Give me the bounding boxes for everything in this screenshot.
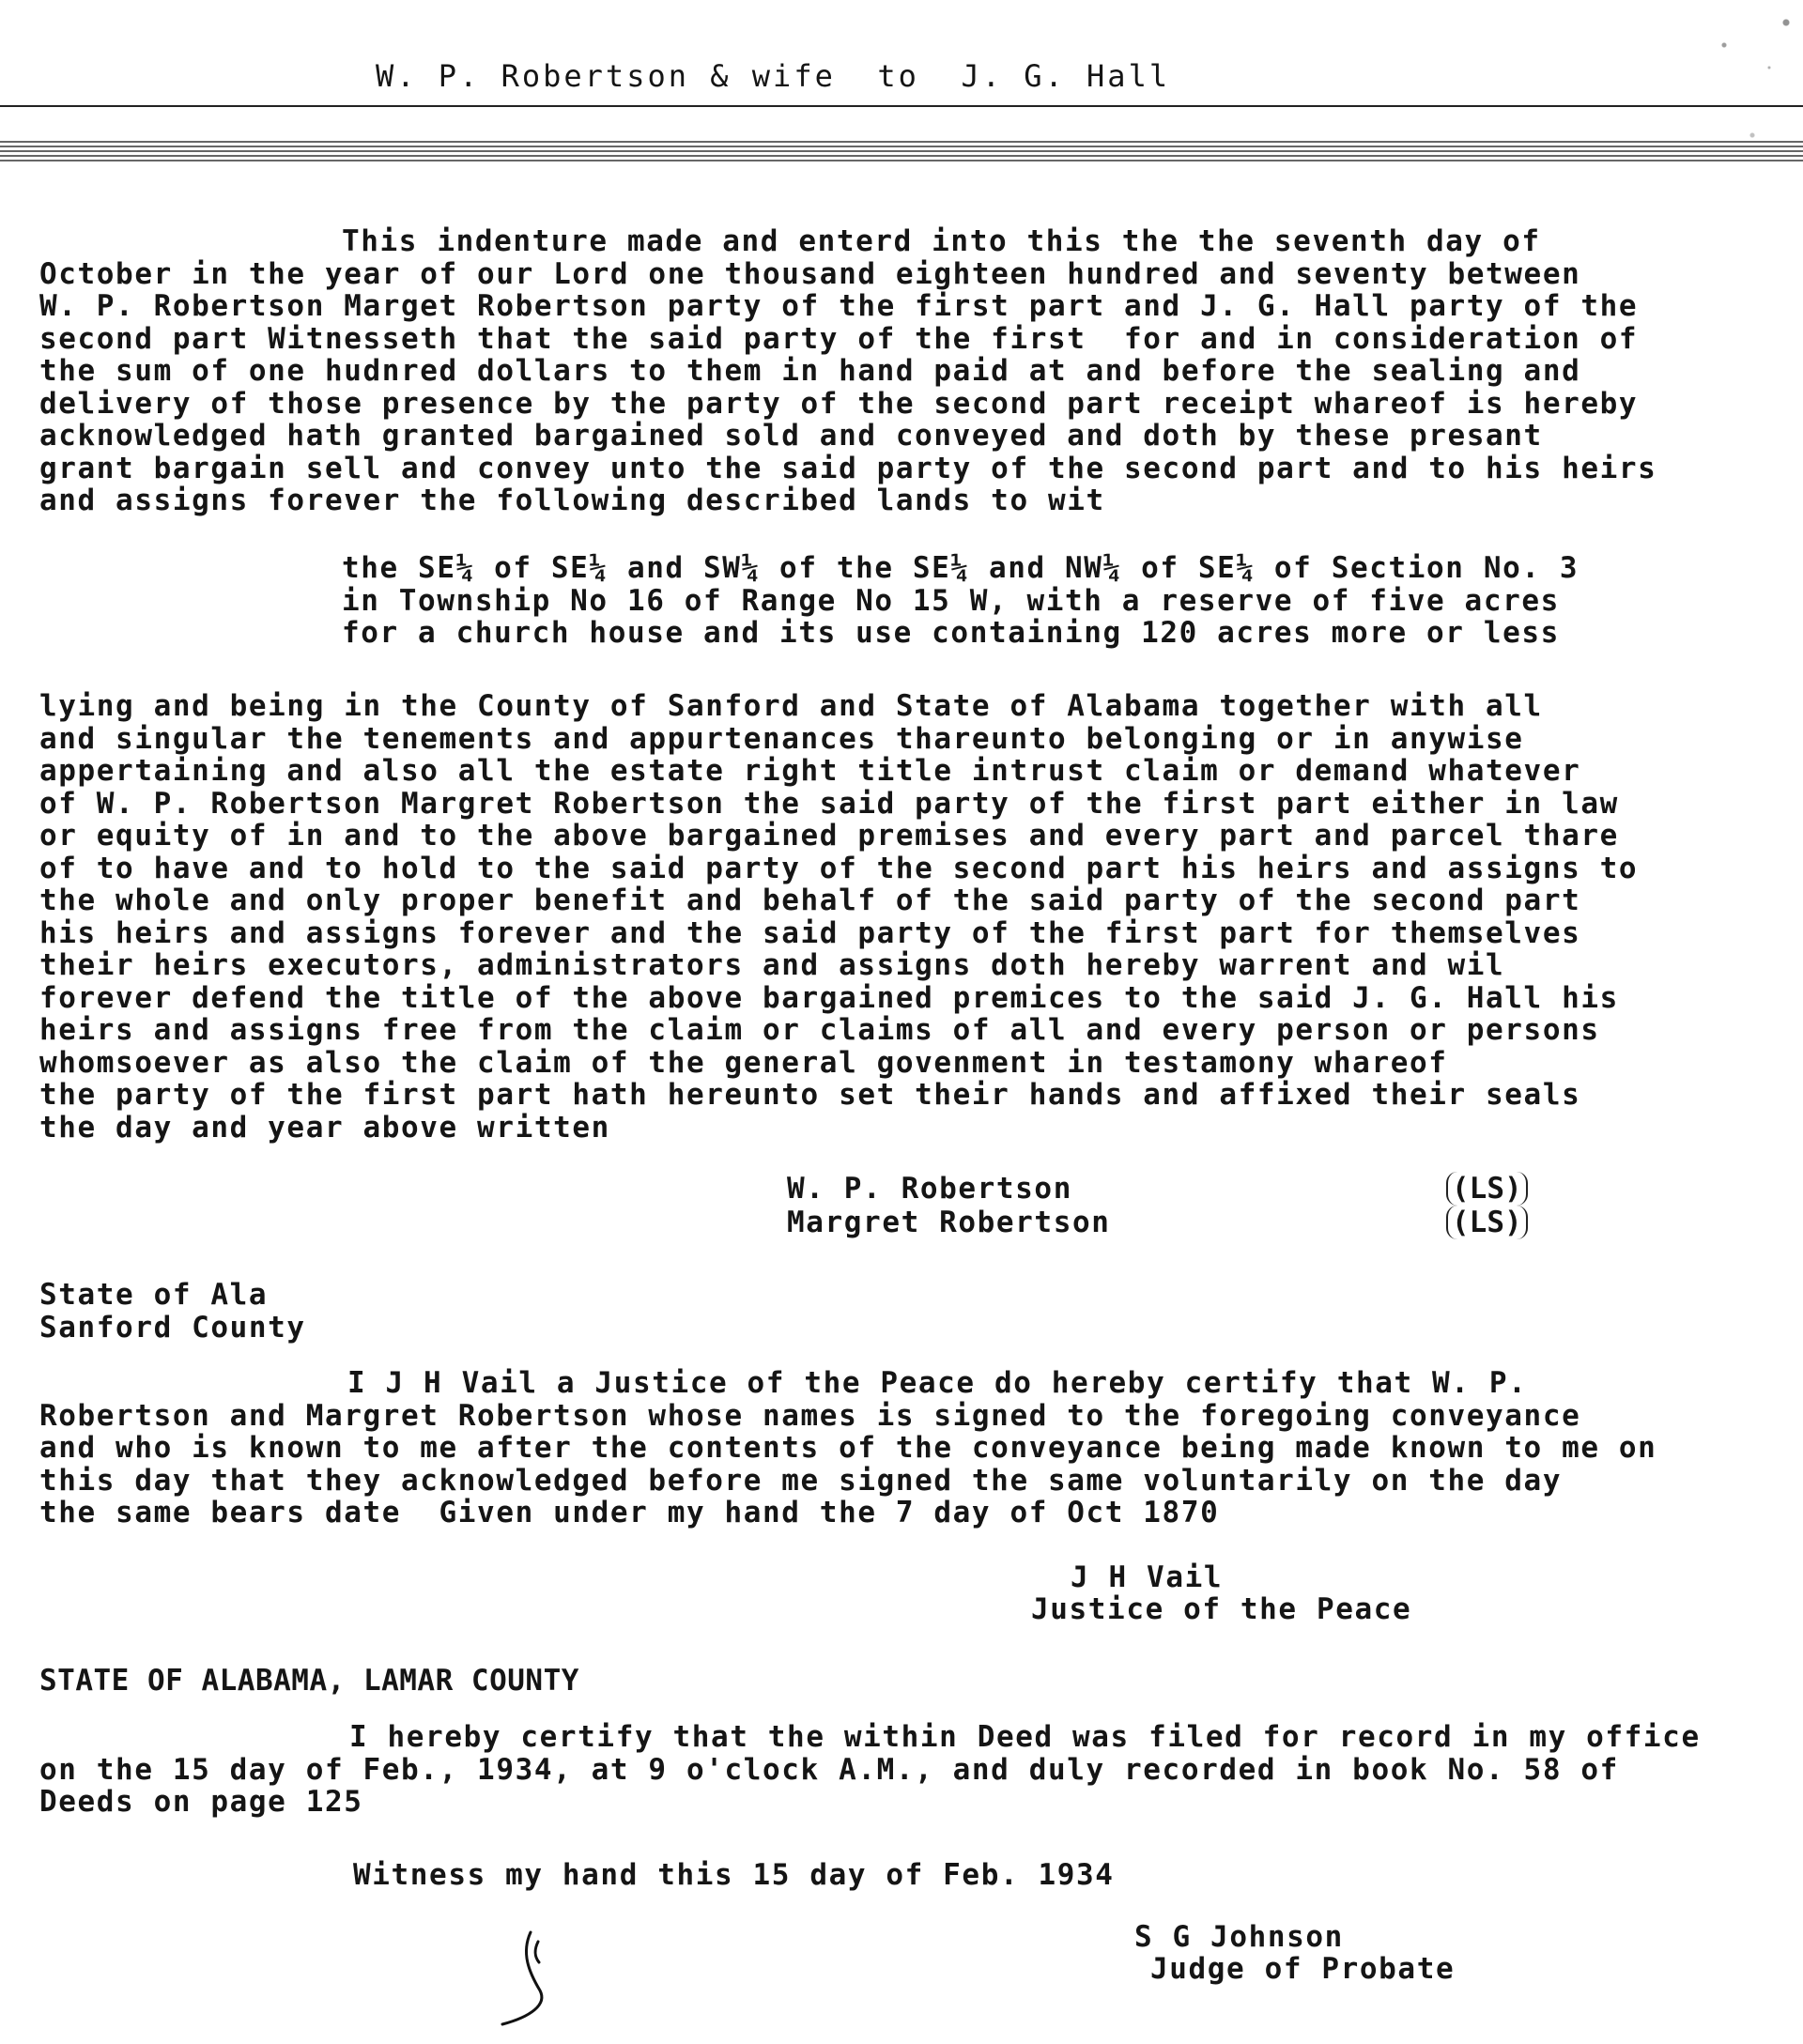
text-line: and assigns forever the following described lands to wit — [39, 484, 1105, 517]
text-line: forever defend the title of the above bargained premices to the said J. G. Hall his — [39, 980, 1619, 1015]
text-line: Deeds on page 125 — [39, 1785, 363, 1819]
header-rule — [0, 105, 1803, 107]
text-line: the sum of one hudnred dollars to them in hand paid at and before the sealing and — [39, 354, 1581, 388]
legal-description — [342, 552, 1803, 650]
text-line: I J H Vail a Justice of the Peace do hereby certify that W. P. — [347, 1366, 1528, 1400]
text-line: appertaining and also all the estate right title intrust claim or demand whatever — [39, 754, 1581, 788]
justice-signature-block — [1071, 1560, 1223, 1594]
signer-title: Justice of the Peace — [1031, 1592, 1412, 1626]
seal-mark: (LS) — [1446, 1206, 1528, 1239]
header-double-rule — [0, 141, 1803, 163]
probate-title-block — [1150, 1952, 1455, 1986]
text-line: grant bargain sell and convey unto the said party of the second part and to his heirs — [39, 451, 1657, 485]
signer-title: Judge of Probate — [1150, 1952, 1456, 1986]
text-line: Robertson and Margret Robertson whose names is signed to the foregoing conveyance — [39, 1398, 1581, 1433]
text-line: of to have and to hold to the said party of the second part his heirs and assigns to — [39, 851, 1639, 885]
grantor-name: Margret Robertson — [787, 1206, 1111, 1239]
signer-name: J H Vail — [1071, 1560, 1224, 1594]
justice-title-block — [1031, 1592, 1411, 1626]
text-line: this day that they acknowledged before me signed the same voluntarily on the day — [39, 1463, 1563, 1498]
text-line: their heirs executors, administrators and assigns doth hereby warrent and wil — [39, 948, 1505, 982]
seal-markers — [1446, 1172, 1528, 1239]
text-line: second part Witnesseth that the said party of the first for and in consideration of — [39, 321, 1639, 356]
handwritten-mark — [493, 1925, 568, 2028]
text-line: and singular the tenements and appurtenances thareunto belonging or in anywise — [39, 721, 1524, 756]
recording-venue — [39, 1665, 1758, 1698]
seal-mark: (LS) — [1446, 1172, 1528, 1206]
signer-name: S G Johnson — [1134, 1920, 1344, 1954]
scan-noise — [1690, 0, 1803, 225]
venue-line: Sanford County — [39, 1310, 306, 1345]
acknowledgment-venue — [39, 1279, 1758, 1344]
text-line: and who is known to me after the contents of the conveyance being made known to me on — [39, 1431, 1657, 1465]
text-line: October in the year of our Lord one thousand eighteen hundred and seventy between — [39, 256, 1581, 291]
witness-statement — [353, 1859, 1803, 1892]
text-line: on the 15 day of Feb., 1934, at 9 o'clock A.M., and duly recorded in book No. 58 of — [39, 1752, 1619, 1787]
probate-signature-block — [1134, 1920, 1344, 1954]
text-line: his heirs and assigns forever and the said party of the first part for themselves — [39, 915, 1581, 950]
witness-line: Witness my hand this 15 day of Feb. 1934 — [353, 1858, 1115, 1892]
text-line: W. P. Robertson Marget Robertson party of the first part and J. G. Hall party of the — [39, 289, 1639, 323]
text-line: delivery of those presence by the party of the second part receipt whareof is hereby — [39, 386, 1639, 421]
text-line: the day and year above written — [39, 1110, 610, 1145]
text-line: I hereby certify that the within Deed was filed for record in my office — [349, 1720, 1701, 1754]
venue-line: STATE OF ALABAMA, LAMAR COUNTY — [39, 1664, 579, 1698]
text-line: of W. P. Robertson Margret Robertson the said party of the first part either in law — [39, 786, 1619, 821]
text-line: heirs and assigns free from the claim or claims of all and every person or persons — [39, 1013, 1600, 1047]
habendum-paragraph — [39, 690, 1758, 1144]
text-line: the same bears date Given under my hand the 7 day of Oct 1870 — [39, 1496, 1220, 1529]
venue-line: State of Ala — [39, 1278, 269, 1312]
text-line: the party of the first part hath hereunto set their hands and affixed their seals — [39, 1078, 1581, 1112]
recording-paragraph — [39, 1721, 1758, 1819]
document-title: W. P. Robertson & wife to J. G. Hall — [376, 58, 1171, 94]
text-line: for a church house and its use containing 120 acres more or less — [342, 616, 1560, 650]
text-line: acknowledged hath granted bargained sold and conveyed and doth by these presant — [39, 419, 1543, 453]
text-line: or equity of in and to the above bargained premises and every part and parcel thare — [39, 819, 1619, 853]
indenture-paragraph — [39, 225, 1758, 517]
text-line: whomsoever as also the claim of the general govenment in testamony whareof — [39, 1045, 1448, 1080]
grantor-signature-block — [787, 1172, 1110, 1239]
acknowledgment-paragraph — [39, 1367, 1758, 1529]
text-line: This indenture made and enterd into this the the seventh day of — [342, 224, 1541, 258]
text-line: lying and being in the County of Sanford and State of Alabama together with all — [39, 689, 1543, 723]
text-line: the whole and only proper benefit and behalf of the said party of the second part — [39, 884, 1581, 917]
text-line: in Township No 16 of Range No 15 W, with a reserve of five acres — [342, 583, 1560, 618]
text-line: the SE¼ of SE¼ and SW¼ of the SE¼ and NW¼ of SE¼ of Section No. 3 — [342, 551, 1580, 585]
grantor-name: W. P. Robertson — [787, 1172, 1072, 1206]
